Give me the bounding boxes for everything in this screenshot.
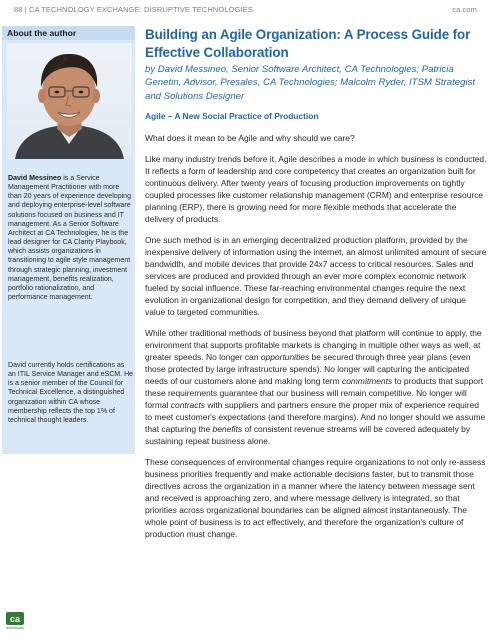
author-bio-paragraph-2: David currently holds certifications as an ITIL Service Manager and eSCM. He is a senior member of the Council for Technical Excellence, a distinguished organization within CA whose membership reflects the top 1% of technical thought leaders. <box>8 362 134 424</box>
author-bio-text-1: is a Service Management Practitioner with more than 20 years of experience developing and deploying enterprise-level software solutions focused on business and IT management. As a Senior Software Architect at CA Technologies, he is the lead designer for CA Clarity Playbook, which assists organizations in transitioning to agile style management through strategic planning, investment management, benefits realization, portfolio rationalization, and performance management. <box>8 175 132 302</box>
para4-text-4: with suppliers and partners ensure the proper mix of experience required to meet customer's expectations (and therefore margins). And no longer should we assume that capturing the <box>145 400 486 435</box>
sidebar-heading: About the author <box>2 26 135 40</box>
author-name: David Messineo <box>8 175 62 182</box>
article <box>145 26 487 540</box>
about-author-sidebar <box>2 26 135 454</box>
site-name: ca.com <box>452 5 477 14</box>
article-title: Building an Agile Organization: A Process Guide for Effective Collaboration <box>145 27 471 60</box>
para4-emphasis-commitments: commitments <box>341 376 393 387</box>
article-byline: by David Messineo, Senior Software Architect, CA Technologies; Patricia Genetin, Advisor, Presales, CA Technologies; Malcolm Ryder, ITSM Strategist and Solutions Designer <box>145 64 476 102</box>
article-paragraph-3: One such method is in an emerging decentralized production platform, provided by the inexpensive delivery of information using the internet, an almost unlimited amount of secure bandwidth, and mobile devices that provide 24x7 access to critical resources. Sales and services are produced and provided through an ever more complex economic network fueled by social influence. These far-reaching environmental changes require the next evolution in organizational design for competition, and they demand delivery of unique value to targeted communities. <box>145 235 487 318</box>
article-paragraph-4 <box>145 327 487 447</box>
running-header <box>14 5 477 19</box>
para4-text-5: of consistent revenue streams will be covered adequately by sustaining repeat business alone. <box>145 424 471 447</box>
para4-emphasis-opportunities: opportunities <box>260 352 310 363</box>
para4-text-2: be secured through three year plans (even those protected by large infrastructure spends). No longer will capturing the anticipated needs of our customers alone and making long term <box>145 352 471 387</box>
para4-text-1: While other traditional methods of business beyond that platform will continue to apply, the environment that supports profitable markets is changing in multiple other ways as well, at greater speeds. No longer can <box>145 328 482 363</box>
logo-text: ca <box>9 614 21 624</box>
author-photo <box>7 43 132 159</box>
page-number-label: 88 | CA TECHNOLOGY EXCHANGE: DISRUPTIVE TECHNOLOGIES <box>14 5 253 14</box>
article-paragraph-2: Like many industry trends before it, Agile describes a mode in which business is conducted. It reflects a form of leadership and core competency that creates an organization built for continuous delivery. After twenty years of focusing production improvements on tightly coupled processes like customer relationship management (CRM) and enterprise resource planning (ERP), there is growing need for more flexible methods that accelerate the delivery of products. <box>145 154 487 225</box>
ca-logo-icon <box>6 612 24 630</box>
para4-emphasis-benefits: benefits <box>212 424 243 435</box>
author-portrait-image <box>7 43 132 159</box>
ca-technologies-logo <box>6 612 24 630</box>
article-paragraph-1: What does it mean to be Agile and why should we care? <box>145 133 355 144</box>
logo-subtext: technologies <box>6 626 24 630</box>
para4-emphasis-contracts: contracts <box>170 400 206 411</box>
author-bio-paragraph-1 <box>8 174 134 302</box>
article-paragraph-5: These consequences of environmental changes require organizations to not only re-assess business priorities frequently and make actionable decisions faster, but to transmit those directives across the organization in a manner where the latency between message sent and received is approaching zero, and where message delivery is integrated, so that priorities across organizational boundaries can be aligned almost instantaneously. The whole point of business is to act effectively, and therefore the organization's culture of production must change. <box>145 457 486 540</box>
section-heading: Agile – A New Social Practice of Production <box>145 111 319 122</box>
para4-text-3: to products that support these requirements guarantee that our business will remain competitive. No longer will formal <box>145 376 484 411</box>
